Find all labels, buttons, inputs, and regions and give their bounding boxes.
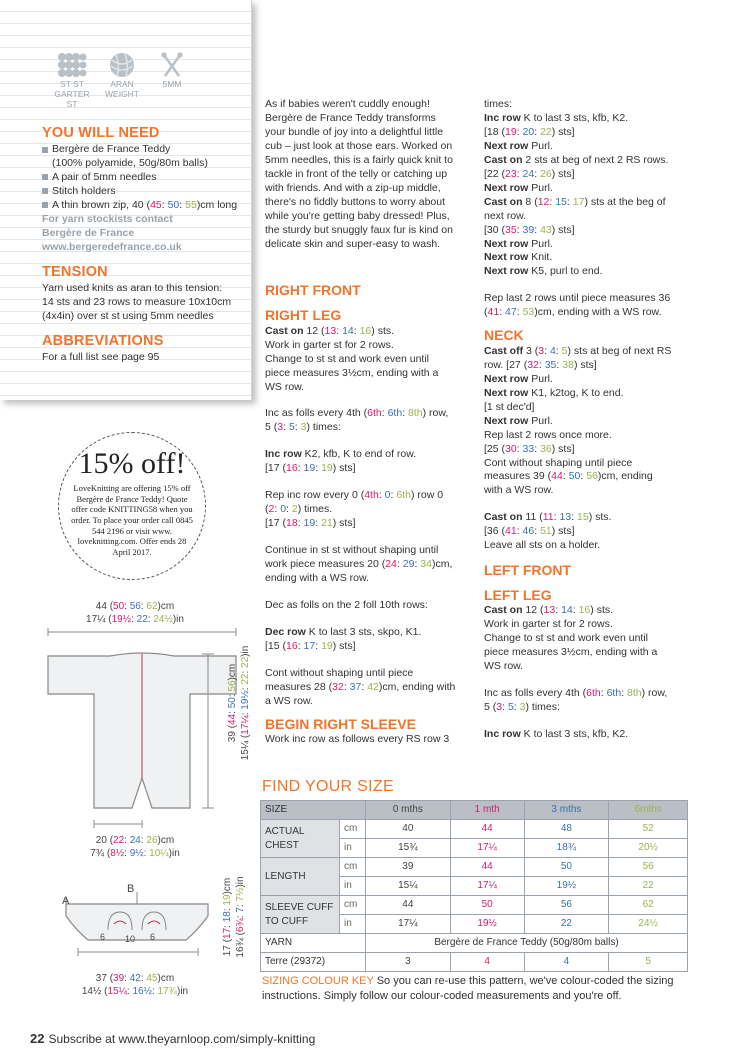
project-icons: [48, 52, 208, 109]
section-heading: BEGIN RIGHT SLEEVE: [265, 715, 416, 732]
you-will-need-heading: YOU WILL NEED: [42, 125, 160, 141]
sleeve-measure: 17 (17: 18: 19)cm 16¾ (6¾: 7: 7½)in: [222, 876, 246, 958]
label-6-left: 6: [100, 932, 106, 942]
stockists-line: Bergère de France: [42, 227, 135, 239]
page-number: 22: [30, 1031, 45, 1046]
size-table: [260, 800, 688, 972]
table-row: in 15¾ 17¼ 18¾ 20½: [261, 839, 688, 858]
label-6-right: 6: [150, 932, 156, 942]
sizing-colour-key: SIZING COLOUR KEY So you can re-use this pattern, we've colour-coded the sizing instructions. Simply follow our colour-coded measurements and you're off.: [262, 975, 674, 1002]
stockists-line: For yarn stockists contact: [42, 213, 173, 226]
needle-size-label: 5MM: [162, 79, 182, 89]
table-row: Terre (29372) 3 4 4 5: [261, 953, 688, 972]
section-heading: RIGHT LEG: [265, 307, 342, 324]
label-10: 10: [125, 934, 136, 944]
weight-label-2: WEIGHT: [105, 88, 139, 99]
length-measure: 39 (44: 50: 56)cm 15¼ (17¼: 19½: 22: 22)in: [227, 645, 251, 761]
section-heading: LEFT LEG: [484, 586, 552, 603]
need-item-detail: (100% polyamide, 50g/80m balls): [52, 157, 208, 170]
stitch-label: ST ST: [60, 79, 84, 89]
romper-diagram: [40, 628, 250, 828]
label-b: B: [127, 883, 135, 895]
yarn-ball-icon: [98, 52, 146, 100]
bottom-measure: 37 (39: 42: 45)cm 14½ (15¼: 16½: 17¾)in: [81, 973, 189, 997]
hood-diagram: [58, 882, 228, 972]
stockists-url[interactable]: www.bergeredefrance.co.uk: [42, 240, 182, 253]
table-row: YARN Bergère de France Teddy (50g/80m balls): [261, 934, 688, 953]
label-a: A: [62, 895, 70, 907]
section-heading: NECK: [484, 327, 524, 344]
table-row: SLEEVE CUFF TO CUFF cm 44 50 56 62: [261, 896, 688, 915]
need-item: A pair of 5mm needles: [42, 171, 247, 185]
materials-text: [42, 124, 247, 365]
find-your-size-heading: FIND YOUR SIZE: [262, 778, 394, 795]
need-item: Bergère de France Teddy: [42, 143, 247, 157]
garter-stitch-swatch-icon: [48, 52, 96, 109]
tension-text: (4x4in) over st st using 5mm needles: [42, 310, 214, 323]
abbreviations-text: For a full list see page 95: [42, 351, 160, 364]
abbreviations-heading: ABBREVIATIONS: [42, 333, 164, 350]
subscribe-link[interactable]: Subscribe at www.theyarnloop.com/simply-knitting: [48, 1032, 316, 1046]
offer-badge: [58, 432, 206, 580]
pattern-column-2: times: Inc row K to last 3 sts, kfb, K2. [18 (19: 20: 22) sts] Next row Purl. Cast on 2 sts at beg of next 2 RS rows. [22 (23: 24: 26) sts] Next row Purl. Cast on 8 (12: 15: 17) sts at the beg of next row. [30 (35: 39: 43) sts] Next row Purl. Next row Knit. Next row K5, purl to end. Rep last 2 rows until piece measures 36 (41: 47: 53)cm, ending with a WS row. NECK Cast off 3 (3: 4: 5) sts at beg of next RS row. [27 (32: 35: 38) sts] Next row Purl. Next row K1, k2tog, K to end. [1 st dec'd] Next row Purl. Rep last 2 rows once more. [25 (30: 33: 36) sts] Cont without shaping until piece measures 39 (44: 50: 56)cm, ending with a WS row. Cast on 11 (11: 13: 15) sts. [36 (41: 46: 51) sts] Leave all sts on a holder. LEFT FRONT LEFT LEG Cast on 12 (13: 14: 16) sts. Work in garter st for 2 rows. Change to st st and work even until piece measures 3½cm, ending with a WS row. Inc as folls every 4th (6th: 6th: 8th) row, 5 (3: 5: 3) times: Inc row K to last 3 sts, kfb, K2.: [484, 98, 684, 742]
leg-measure: 20 (22: 24: 26)cm 7¾ (8½: 9½: 10¼)in: [90, 835, 180, 859]
tension-text: Yarn used knits as aran to this tension:: [42, 282, 223, 295]
table-header-row: SIZE 0 mths 1 mth 3 mths 6mths: [261, 801, 688, 820]
offer-text: LoveKnitting are offering 15% off Bergère de France Teddy! Quote offer code KNITTING58 when you order. To place your order call 0845 544 2196 or visit www. loveknitting.com. Offer ends 28 April 2017.: [71, 483, 193, 557]
need-item: Stitch holders: [42, 185, 247, 199]
tension-heading: TENSION: [42, 263, 108, 280]
width-measure: 44 (50: 56: 62)cm 17¼ (19½: 22: 24½)in: [86, 601, 184, 625]
table-row: in 17¼ 19½ 22 24½: [261, 915, 688, 934]
table-row: LENGTH cm 39 44 50 56: [261, 858, 688, 877]
need-item: A thin brown zip, 40 (45: 50: 55)cm long: [42, 199, 247, 213]
stitch-label-2: GARTER ST: [54, 88, 90, 109]
section-heading: RIGHT FRONT: [265, 282, 361, 299]
needles-icon: [148, 52, 196, 90]
section-heading: LEFT FRONT: [484, 562, 572, 579]
table-row: in 15¼ 17¼ 19½ 22: [261, 877, 688, 896]
weight-label: ARAN: [110, 79, 134, 89]
offer-headline: 15% off!: [78, 447, 186, 480]
table-row: ACTUAL CHEST cm 40 44 48 52: [261, 820, 688, 839]
tension-text: 14 sts and 23 rows to measure 10x10cm: [42, 296, 232, 309]
pattern-column-1: As if babies weren't cuddly enough! Bergère de France Teddy transforms your bundle of joy into a delightful little cub – just look at those ears. Worked on 5mm needles, this is a fairly quick knit to tackle in front of the telly or catching up with friends. And with a zip-up middle, there's no fiddly buttons to worry about while you're getting baby dressed! Plus, the sturdy but snuggly faux fur is kind on delicate skin and super-easy to wash. RIGHT FRONT RIGHT LEG Cast on 12 (13: 14: 16) sts. Work in garter st for 2 rows. Change to st st and work even until piece measures 3½cm, ending with a WS row. Inc as folls every 4th (6th: 6th: 8th) row, 5 (3: 5: 3) times: Inc row K2, kfb, K to end of row. [17 (16: 19: 19) sts] Rep inc row every 0 (4th: 0: 6th) row 0 (2: 0: 2) times. [17 (18: 19: 21) sts] Continue in st st without shaping until work piece measures 20 (24: 29: 34)cm, ending with a WS row. Dec as folls on the 2 foll 10th rows: Dec row K to last 3 sts, skpo, K1. [15 (16: 17: 19) sts] Cont without shaping until piece measures 28 (32: 37: 42)cm, ending with a WS row. BEGIN RIGHT SLEEVE Work inc row as follows every RS row 3: [265, 98, 465, 747]
page-footer: [30, 1030, 315, 1048]
